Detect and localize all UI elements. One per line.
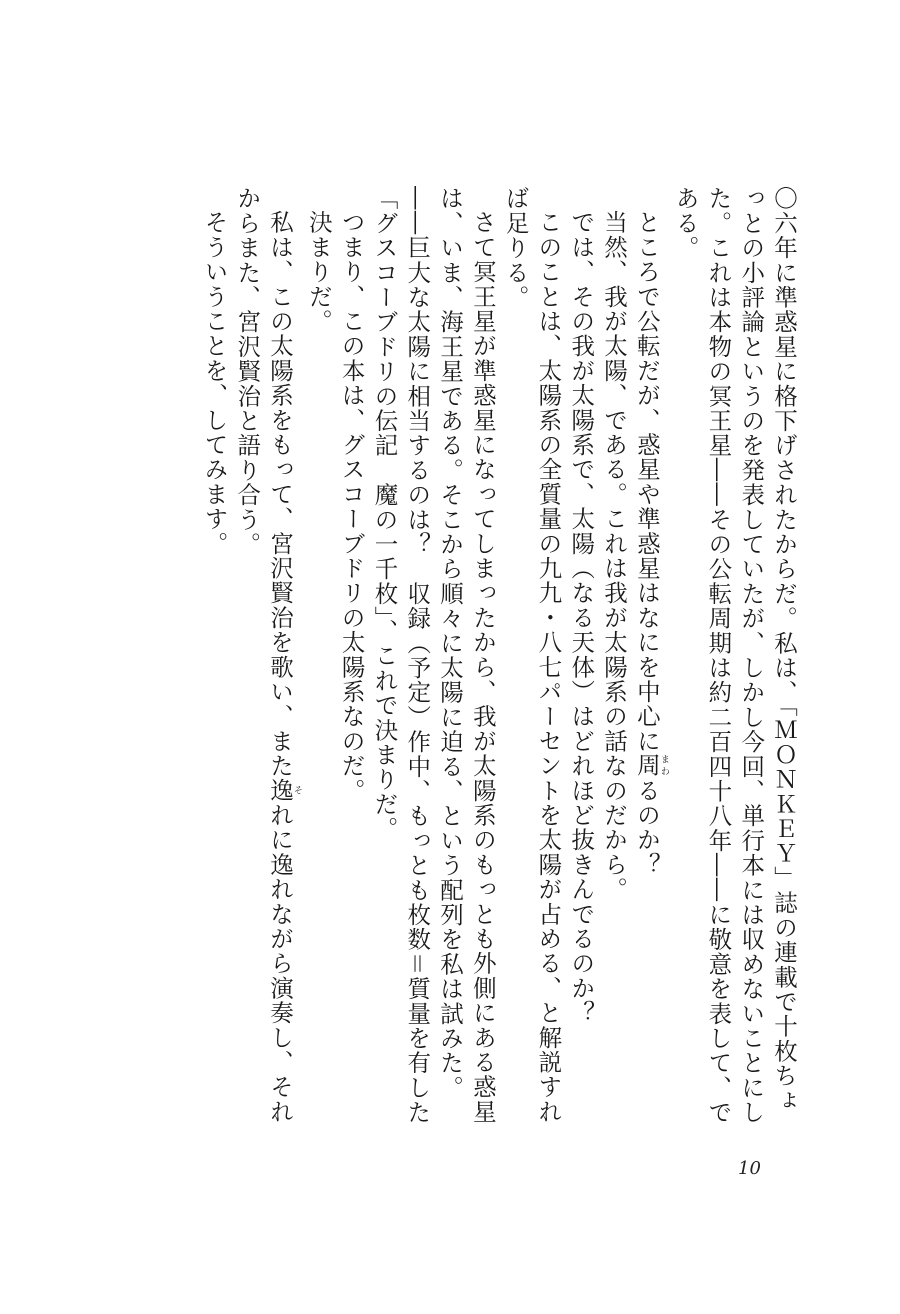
paragraph-text: ところで公転だが、惑星や準惑星はなにを中心に: [632, 209, 661, 753]
paragraph: [368, 186, 499, 1131]
ruby-reading: そ: [292, 777, 303, 803]
paragraph-continuation: [669, 186, 800, 1131]
vertical-text-body: [150, 186, 800, 1131]
paragraph: [499, 186, 565, 1131]
ruby-reading: まわ: [658, 752, 669, 778]
paragraph: [335, 186, 368, 1131]
page-number: 10: [738, 1158, 761, 1179]
paragraph-text: れに逸れながら演奏し、それからまた、宮沢賢治と語り合う。: [233, 186, 295, 1124]
paragraph-text: るのか？: [632, 777, 661, 877]
ruby-annotated-word: 逸そ: [266, 777, 303, 803]
paragraph: [630, 186, 669, 1131]
paragraph: [230, 186, 302, 1131]
paragraph-text: では、その我が太陽系で、太陽（なる天体）はどれほど抜きんでるのか？: [567, 209, 596, 1025]
paragraph-text: 私は、この太陽系をもって、宮沢賢治を歌い、また: [266, 209, 295, 778]
paragraph: [302, 186, 335, 1131]
paragraph-text: つまり、この本は、グスコーブドリの太陽系なのだ。: [337, 209, 366, 803]
paragraph: [597, 186, 630, 1131]
ruby-annotated-word: 周まわ: [632, 752, 669, 778]
paragraph: [198, 186, 231, 1131]
paragraph-text: そういうことを、してみます。: [200, 209, 229, 556]
paragraph: [564, 186, 597, 1131]
paragraph-text: さて冥王星が準惑星になってしまったから、我が太陽系のもっとも外側にある惑星は、いま、海王星である。そこから順々に太陽に迫る、という配列を私は試みた。――巨大な太陽に相当するのは？ 収録（予定）作中、もっとも枚数＝質量を有した「グスコーブドリの伝記 魔の一千枚」、これで決まりだ。: [370, 186, 497, 1125]
paragraph-text: 当然、我が太陽、である。これは我が太陽系の話なのだから。: [600, 209, 629, 902]
paragraph-text: 〇六年に準惑星に格下げされたからだ。私は、「ＭＯＮＫＥＹ」誌の連載で十枚ちょっとの小評論というのを発表していたが、しかし今回、単行本には収めないことにした。これは本物の冥王星――その公転周期は約二百四十八年――に敬意を表して、である。: [671, 186, 798, 1125]
paragraph-text: このことは、太陽系の全質量の九九・八七パーセントを太陽が占める、と解説すれば足りる。: [501, 186, 563, 1124]
paragraph-text: 決まりだ。: [304, 209, 333, 333]
